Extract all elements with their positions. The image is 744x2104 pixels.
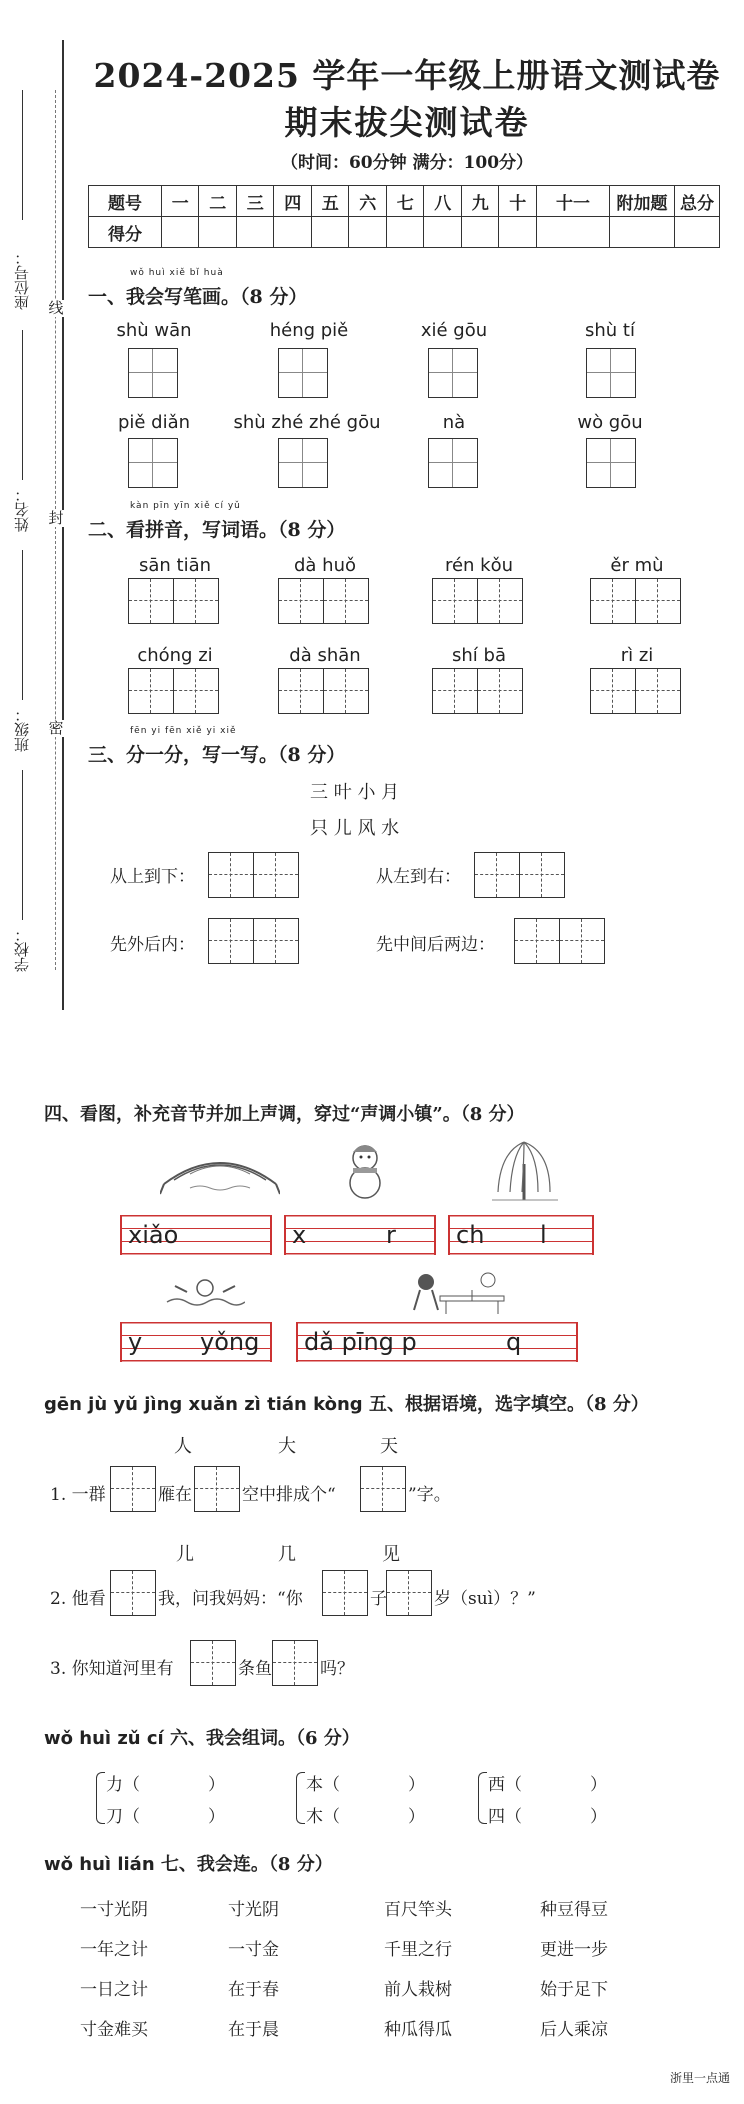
word-grid[interactable] bbox=[432, 668, 523, 714]
seat-label: 座位号： bbox=[13, 250, 31, 310]
word-pinyin: dà huǒ bbox=[293, 555, 356, 576]
question-text: 3. 你知道河里有 bbox=[50, 1659, 174, 1679]
class-label: 班级： bbox=[13, 707, 31, 753]
score-header-cell: 九 bbox=[461, 186, 499, 217]
word-close: ） bbox=[408, 1775, 425, 1795]
score-header-cell: 二 bbox=[199, 186, 237, 217]
word-pinyin: rén kǒu bbox=[444, 555, 514, 576]
section-2-title bbox=[88, 501, 346, 542]
match-item[interactable]: 始于足下 bbox=[540, 1980, 608, 2000]
syllable-text: ch bbox=[456, 1221, 485, 1249]
word-char: 刀（ bbox=[106, 1807, 140, 1827]
word-close: ） bbox=[208, 1775, 225, 1795]
score-header-cell: 十一 bbox=[536, 186, 609, 217]
section-1-title bbox=[88, 268, 308, 309]
seal-char-mi: 密 bbox=[46, 720, 66, 737]
match-item[interactable]: 前人栽树 bbox=[384, 1980, 452, 2000]
word-grid[interactable] bbox=[128, 668, 219, 714]
word-char: 西（ bbox=[488, 1775, 522, 1795]
word-item bbox=[306, 1802, 425, 1827]
fill-grid[interactable] bbox=[360, 1466, 406, 1512]
char-set-row: 三 叶 小 月 bbox=[310, 782, 400, 803]
word-grid[interactable] bbox=[590, 668, 681, 714]
writing-grid[interactable] bbox=[278, 438, 328, 488]
question-text: 岁（suì）？” bbox=[434, 1589, 536, 1609]
word-close: ） bbox=[408, 1807, 425, 1827]
match-item[interactable]: 一寸金 bbox=[228, 1940, 279, 1960]
question-text: 雁在 bbox=[158, 1485, 192, 1505]
stroke-pinyin: piě diǎn bbox=[117, 412, 191, 433]
score-header-cell: 一 bbox=[161, 186, 199, 217]
syllable-text: r bbox=[386, 1221, 396, 1249]
match-item[interactable]: 后人乘凉 bbox=[540, 2020, 608, 2040]
score-cell[interactable] bbox=[610, 217, 675, 248]
option-char: 大 bbox=[278, 1436, 296, 1457]
match-item[interactable]: 一年之计 bbox=[80, 1940, 148, 1960]
section-7-title bbox=[44, 1850, 333, 1876]
word-pinyin: dà shān bbox=[289, 645, 361, 666]
section-5-title-text: 五、根据语境，选字填空。（8 分） bbox=[368, 1394, 649, 1415]
sort-grid[interactable] bbox=[208, 918, 299, 964]
word-item bbox=[106, 1802, 225, 1827]
option-char: 人 bbox=[174, 1436, 192, 1457]
snowman-illustration bbox=[340, 1138, 390, 1200]
score-cell[interactable] bbox=[349, 217, 387, 248]
score-header-cell: 五 bbox=[311, 186, 349, 217]
word-item bbox=[106, 1770, 225, 1795]
word-grid[interactable] bbox=[590, 578, 681, 624]
word-item bbox=[488, 1770, 607, 1795]
word-pinyin: rì zi bbox=[620, 645, 654, 666]
sort-grid[interactable] bbox=[474, 852, 565, 898]
writing-grid[interactable] bbox=[428, 438, 478, 488]
word-char: 力（ bbox=[106, 1775, 140, 1795]
option-char: 几 bbox=[278, 1544, 296, 1565]
stroke-pinyin: nà bbox=[442, 412, 466, 433]
stroke-pinyin: xié gōu bbox=[420, 320, 488, 341]
match-item[interactable]: 寸光阴 bbox=[228, 1900, 279, 1920]
syllable-text: yǒng bbox=[200, 1328, 260, 1356]
writing-grid[interactable] bbox=[586, 438, 636, 488]
word-grid[interactable] bbox=[278, 578, 369, 624]
section-2-title-text: 二、看拼音，写词语。（8 分） bbox=[88, 519, 346, 541]
fill-grid[interactable] bbox=[110, 1466, 156, 1512]
syllable-text: y bbox=[128, 1328, 143, 1356]
score-row-label: 得分 bbox=[89, 217, 162, 248]
table-tennis-illustration bbox=[400, 1268, 510, 1318]
seal-char-line: 线 bbox=[46, 300, 66, 317]
word-pinyin: shí bā bbox=[452, 645, 506, 666]
word-close: ） bbox=[590, 1807, 607, 1827]
score-cell[interactable] bbox=[675, 217, 720, 248]
option-char: 天 bbox=[380, 1436, 398, 1457]
section-7-title-text: 七、我会连。（8 分） bbox=[160, 1854, 333, 1875]
match-item[interactable]: 千里之行 bbox=[384, 1940, 452, 1960]
four-line-grid[interactable] bbox=[284, 1215, 436, 1255]
word-char: 木（ bbox=[306, 1807, 340, 1827]
question-text: 2. 他看 bbox=[50, 1589, 106, 1609]
footer-watermark: 浙里一点通 bbox=[669, 2071, 730, 2085]
name-underline bbox=[22, 330, 23, 480]
score-header-row bbox=[89, 186, 720, 217]
match-item[interactable]: 在于晨 bbox=[228, 2020, 279, 2040]
section-2-pinyin: kàn pīn yīn xiě cí yǔ bbox=[130, 501, 241, 511]
stroke-pinyin: wò gōu bbox=[577, 412, 643, 433]
fill-grid[interactable] bbox=[272, 1640, 318, 1686]
writing-grid[interactable] bbox=[586, 348, 636, 398]
sort-label: 先外后内： bbox=[110, 935, 195, 955]
class-underline bbox=[22, 550, 23, 700]
four-line-grid[interactable] bbox=[448, 1215, 594, 1255]
score-cell[interactable] bbox=[386, 217, 424, 248]
section-4-title: 四、看图，补充音节并加上声调，穿过“声调小镇”。（8 分） bbox=[44, 1104, 525, 1125]
score-table bbox=[88, 185, 720, 248]
swimmer-illustration bbox=[165, 1272, 245, 1312]
section-1-title-text: 一、我会写笔画。（8 分） bbox=[88, 286, 308, 308]
score-header-cell: 附加题 bbox=[610, 186, 675, 217]
section-7-pinyin: wǒ huì lián bbox=[44, 1854, 155, 1875]
question-text: 子 bbox=[370, 1589, 387, 1609]
group-brace bbox=[96, 1772, 105, 1824]
score-cell[interactable] bbox=[274, 217, 312, 248]
fill-grid[interactable] bbox=[322, 1570, 368, 1616]
stroke-pinyin: shù zhé zhé gōu bbox=[233, 412, 381, 433]
char-set-row: 只 儿 风 水 bbox=[310, 818, 400, 839]
score-cell[interactable] bbox=[424, 217, 462, 248]
fill-grid[interactable] bbox=[386, 1570, 432, 1616]
option-char: 儿 bbox=[176, 1544, 194, 1565]
question-text: 1. 一群 bbox=[50, 1485, 106, 1505]
word-pinyin: chóng zi bbox=[137, 645, 213, 666]
score-header-cell: 七 bbox=[386, 186, 424, 217]
score-header-cell: 十 bbox=[499, 186, 537, 217]
four-line-grid[interactable] bbox=[120, 1215, 272, 1255]
syllable-text: q bbox=[506, 1328, 522, 1356]
word-char: 本（ bbox=[306, 1775, 340, 1795]
word-pinyin: ěr mù bbox=[610, 555, 664, 576]
school-underline bbox=[22, 770, 23, 920]
bridge-illustration bbox=[160, 1140, 280, 1196]
match-item[interactable]: 一寸光阴 bbox=[80, 1900, 148, 1920]
match-item[interactable]: 在于春 bbox=[228, 1980, 279, 2000]
score-header-cell: 六 bbox=[349, 186, 387, 217]
question-text: 条鱼 bbox=[238, 1659, 272, 1679]
group-brace bbox=[296, 1772, 305, 1824]
score-header-cell: 四 bbox=[274, 186, 312, 217]
writing-grid[interactable] bbox=[428, 348, 478, 398]
sort-grid[interactable] bbox=[514, 918, 605, 964]
page-title: 2024-2025 学年一年级上册语文测试卷 bbox=[93, 56, 721, 95]
name-label: 姓名： bbox=[13, 487, 31, 533]
score-header-cell: 八 bbox=[424, 186, 462, 217]
section-3-title bbox=[88, 726, 346, 767]
sort-grid[interactable] bbox=[208, 852, 299, 898]
score-header-cell: 总分 bbox=[675, 186, 720, 217]
section-3-pinyin: fēn yi fēn xiě yi xiě bbox=[130, 726, 237, 736]
match-item[interactable]: 种瓜得瓜 bbox=[384, 2020, 452, 2040]
match-item[interactable]: 百尺竿头 bbox=[384, 1900, 452, 1920]
word-item bbox=[488, 1802, 607, 1827]
section-5-title bbox=[44, 1390, 649, 1416]
score-cell[interactable] bbox=[199, 217, 237, 248]
word-grid[interactable] bbox=[432, 578, 523, 624]
willow-illustration bbox=[490, 1134, 560, 1204]
group-brace bbox=[478, 1772, 487, 1824]
fill-grid[interactable] bbox=[194, 1466, 240, 1512]
word-grid[interactable] bbox=[128, 578, 219, 624]
match-item[interactable]: 种豆得豆 bbox=[540, 1900, 608, 1920]
score-value-row bbox=[89, 217, 720, 248]
seal-dashed-line bbox=[55, 90, 56, 970]
word-item bbox=[306, 1770, 425, 1795]
word-grid[interactable] bbox=[278, 668, 369, 714]
match-item[interactable]: 更进一步 bbox=[540, 1940, 608, 1960]
sort-label: 从上到下： bbox=[110, 867, 195, 887]
seat-underline bbox=[22, 90, 23, 220]
seal-char-feng: 封 bbox=[46, 510, 66, 527]
question-text: 吗？ bbox=[320, 1659, 354, 1679]
option-char: 见 bbox=[382, 1544, 400, 1565]
score-cell[interactable] bbox=[461, 217, 499, 248]
writing-grid[interactable] bbox=[278, 348, 328, 398]
word-close: ） bbox=[590, 1775, 607, 1795]
word-close: ） bbox=[208, 1807, 225, 1827]
score-cell[interactable] bbox=[536, 217, 609, 248]
syllable-text: dǎ pīng p bbox=[304, 1328, 417, 1356]
sort-label: 先中间后两边： bbox=[376, 935, 495, 955]
word-pinyin: sān tiān bbox=[138, 555, 212, 576]
section-5-pinyin: gēn jù yǔ jìng xuǎn zì tián kòng bbox=[44, 1394, 363, 1415]
word-char: 四（ bbox=[488, 1807, 522, 1827]
syllable-text: xiǎo bbox=[128, 1221, 179, 1249]
question-text: 空中排成个“ bbox=[242, 1485, 336, 1505]
section-6-title bbox=[44, 1724, 360, 1750]
section-3-title-text: 三、分一分，写一写。（8 分） bbox=[88, 744, 346, 766]
question-text: ”字。 bbox=[408, 1485, 451, 1505]
four-line-grid[interactable] bbox=[296, 1322, 578, 1362]
score-cell[interactable] bbox=[499, 217, 537, 248]
section-1-pinyin: wǒ huì xiě bǐ huà bbox=[130, 268, 224, 278]
sort-label: 从左到右： bbox=[376, 867, 461, 887]
stroke-pinyin: héng piě bbox=[269, 320, 349, 341]
score-header-cell: 题号 bbox=[89, 186, 162, 217]
stroke-pinyin: shù tí bbox=[585, 320, 635, 341]
match-item[interactable]: 一日之计 bbox=[80, 1980, 148, 2000]
section-6-title-text: 六、我会组词。（6 分） bbox=[170, 1728, 360, 1749]
match-item[interactable]: 寸金难买 bbox=[80, 2020, 148, 2040]
school-label: 学校： bbox=[13, 927, 31, 973]
fill-grid[interactable] bbox=[110, 1570, 156, 1616]
fill-grid[interactable] bbox=[190, 1640, 236, 1686]
section-6-pinyin: wǒ huì zǔ cí bbox=[44, 1728, 164, 1749]
score-cell[interactable] bbox=[161, 217, 199, 248]
writing-grid[interactable] bbox=[128, 348, 178, 398]
question-text: 我，问我妈妈：“你 bbox=[158, 1589, 303, 1609]
writing-grid[interactable] bbox=[128, 438, 178, 488]
score-cell[interactable] bbox=[311, 217, 349, 248]
exam-meta: （时间：60分钟 满分：100分） bbox=[280, 153, 534, 173]
score-header-cell: 三 bbox=[236, 186, 274, 217]
syllable-text: x bbox=[292, 1221, 307, 1249]
page-subtitle: 期末拔尖测试卷 bbox=[284, 103, 530, 142]
syllable-text: l bbox=[540, 1221, 547, 1249]
four-line-grid[interactable] bbox=[120, 1322, 272, 1362]
score-cell[interactable] bbox=[236, 217, 274, 248]
stroke-pinyin: shù wān bbox=[116, 320, 192, 341]
